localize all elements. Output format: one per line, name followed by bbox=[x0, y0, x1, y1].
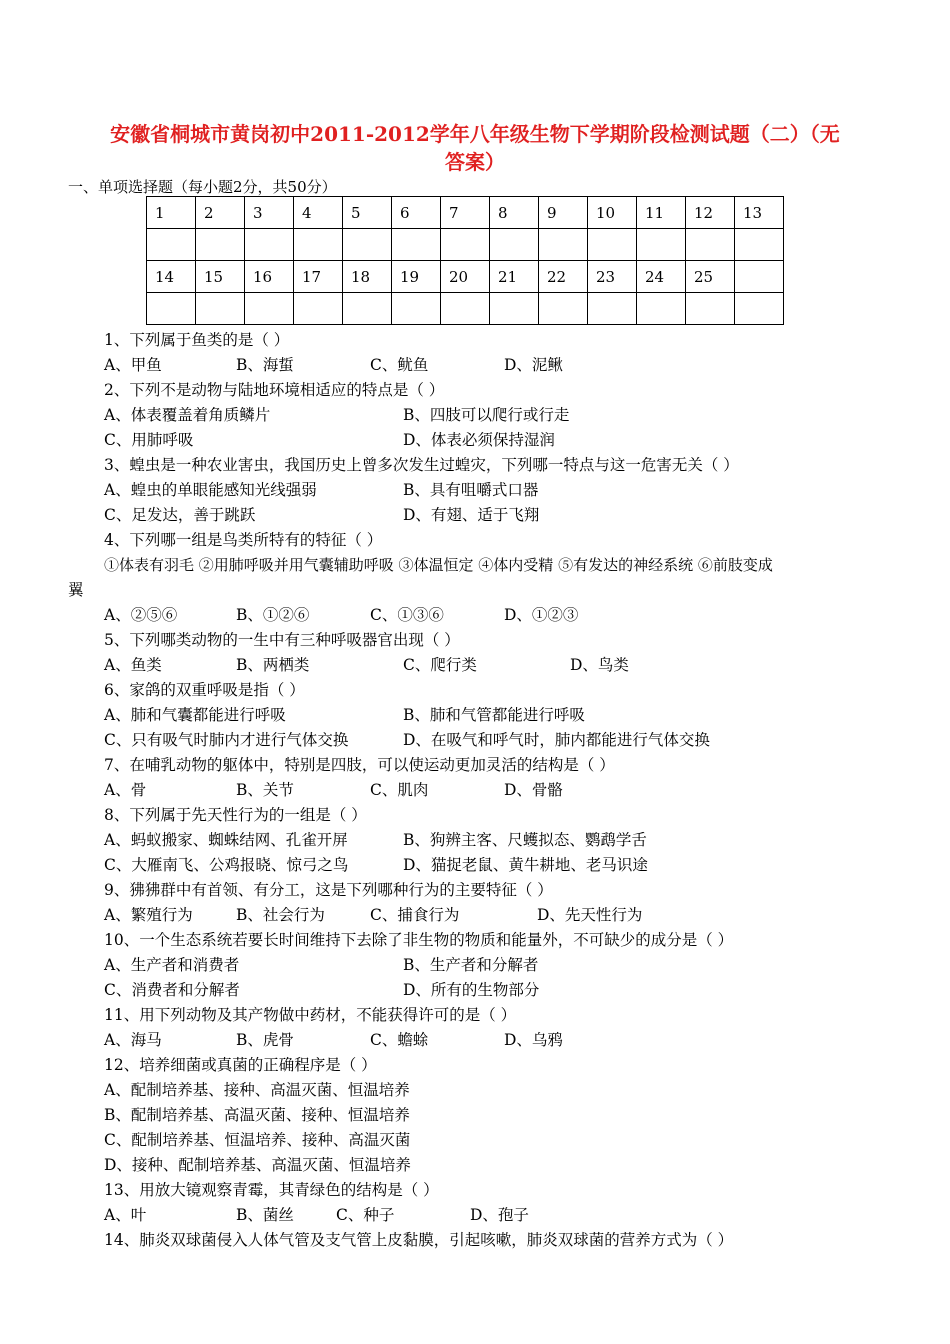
question-stem: 14、肺炎双球菌侵入人体气管及支气管上皮黏膜，引起咳嗽，肺炎双球菌的营养方式为（ ） bbox=[104, 1231, 734, 1249]
option: D、泥鳅 bbox=[504, 356, 563, 374]
answer-number-cell: 25 bbox=[686, 261, 735, 293]
answer-blank-cell[interactable] bbox=[392, 229, 441, 261]
option: D、先天性行为 bbox=[537, 906, 643, 924]
answer-number-row bbox=[147, 261, 784, 293]
option: C、捕食行为 bbox=[370, 906, 460, 924]
option: D、乌鸦 bbox=[504, 1031, 563, 1049]
question-stem: 9、狒狒群中有首领、有分工，这是下列哪种行为的主要特征（ ） bbox=[104, 881, 553, 899]
option: A、繁殖行为 bbox=[104, 906, 193, 924]
question-stem: 10、一个生态系统若要长时间维持下去除了非生物的物质和能量外，不可缺少的成分是（ ） bbox=[104, 931, 734, 949]
option: D、体表必须保持湿润 bbox=[403, 431, 555, 449]
option: C、足发达，善于跳跃 bbox=[104, 506, 256, 524]
answer-number-cell: 16 bbox=[245, 261, 294, 293]
option: A、肺和气囊都能进行呼吸 bbox=[104, 706, 286, 724]
option: C、鱿鱼 bbox=[370, 356, 429, 374]
answer-number-cell: 13 bbox=[735, 197, 784, 229]
question-stem: 1、下列属于鱼类的是（ ） bbox=[104, 331, 290, 349]
option: A、生产者和消费者 bbox=[104, 956, 240, 974]
answer-blank-cell[interactable] bbox=[343, 293, 392, 325]
answer-number-cell: 8 bbox=[490, 197, 539, 229]
option: C、①③⑥ bbox=[370, 606, 444, 624]
answer-number-cell: 17 bbox=[294, 261, 343, 293]
answer-number-cell: 7 bbox=[441, 197, 490, 229]
answer-number-cell: 11 bbox=[637, 197, 686, 229]
answer-number-cell bbox=[735, 261, 784, 293]
question-stem: 6、家鸽的双重呼吸是指（ ） bbox=[104, 681, 305, 699]
option: B、两栖类 bbox=[236, 656, 310, 674]
question-stem: 5、下列哪类动物的一生中有三种呼吸器官出现（ ） bbox=[104, 631, 460, 649]
answer-number-cell: 18 bbox=[343, 261, 392, 293]
option: A、体表覆盖着角质鳞片 bbox=[104, 406, 271, 424]
answer-blank-cell[interactable] bbox=[392, 293, 441, 325]
answer-blank-cell[interactable] bbox=[490, 293, 539, 325]
answer-blank-cell[interactable] bbox=[147, 293, 196, 325]
answer-number-cell: 22 bbox=[539, 261, 588, 293]
option: B、狗辨主客、尺蠖拟态、鹦鹉学舌 bbox=[403, 831, 647, 849]
option: B、肺和气管都能进行呼吸 bbox=[403, 706, 585, 724]
answer-blank-cell[interactable] bbox=[441, 293, 490, 325]
option: D、孢子 bbox=[470, 1206, 529, 1224]
option: A、骨 bbox=[104, 781, 147, 799]
document-title bbox=[60, 120, 890, 176]
option: B、关节 bbox=[236, 781, 294, 799]
option: D、鸟类 bbox=[570, 656, 629, 674]
option: D、有翅、适于飞翔 bbox=[403, 506, 540, 524]
answer-blank-cell[interactable] bbox=[441, 229, 490, 261]
question-stem: 2、下列不是动物与陆地环境相适应的特点是（ ） bbox=[104, 381, 445, 399]
answer-number-cell: 5 bbox=[343, 197, 392, 229]
answer-number-cell: 14 bbox=[147, 261, 196, 293]
answer-number-cell: 9 bbox=[539, 197, 588, 229]
question-stem-continued: ①体表有羽毛 ②用肺呼吸并用气囊辅助呼吸 ③体温恒定 ④体内受精 ⑤有发达的神经系统 ⑥前肢变成 bbox=[104, 556, 773, 574]
answer-blank-cell[interactable] bbox=[588, 293, 637, 325]
option: A、蚂蚁搬家、蜘蛛结网、孔雀开屏 bbox=[104, 831, 348, 849]
question-stem: 8、下列属于先天性行为的一组是（ ） bbox=[104, 806, 367, 824]
question-stem: 7、在哺乳动物的躯体中，特别是四肢，可以使运动更加灵活的结构是（ ） bbox=[104, 756, 615, 774]
answer-number-cell: 21 bbox=[490, 261, 539, 293]
answer-blank-cell[interactable] bbox=[245, 293, 294, 325]
option: C、蟾蜍 bbox=[370, 1031, 429, 1049]
answer-number-cell: 1 bbox=[147, 197, 196, 229]
option: B、具有咀嚼式口器 bbox=[403, 481, 539, 499]
answer-number-cell: 3 bbox=[245, 197, 294, 229]
option: D、猫捉老鼠、黄牛耕地、老马识途 bbox=[403, 856, 648, 874]
option: D、在吸气和呼气时，肺内都能进行气体交换 bbox=[403, 731, 710, 749]
question-stem: 11、用下列动物及其产物做中药材，不能获得许可的是（ ） bbox=[104, 1006, 517, 1024]
option: B、四肢可以爬行或行走 bbox=[403, 406, 570, 424]
answer-blank-cell[interactable] bbox=[637, 293, 686, 325]
option: A、鱼类 bbox=[104, 656, 162, 674]
option: C、用肺呼吸 bbox=[104, 431, 194, 449]
option: B、社会行为 bbox=[236, 906, 325, 924]
option: A、叶 bbox=[104, 1206, 147, 1224]
answer-number-cell: 20 bbox=[441, 261, 490, 293]
answer-blank-row bbox=[147, 229, 784, 261]
answer-blank-row bbox=[147, 293, 784, 325]
answer-blank-cell[interactable] bbox=[735, 293, 784, 325]
answer-table bbox=[146, 196, 784, 325]
answer-number-cell: 10 bbox=[588, 197, 637, 229]
answer-blank-cell[interactable] bbox=[588, 229, 637, 261]
question-stem: 4、下列哪一组是鸟类所特有的特征（ ） bbox=[104, 531, 383, 549]
answer-number-cell: 23 bbox=[588, 261, 637, 293]
question-stem: 12、培养细菌或真菌的正确程序是（ ） bbox=[104, 1056, 377, 1074]
option: C、配制培养基、恒温培养、接种、高温灭菌 bbox=[104, 1131, 411, 1149]
answer-number-cell: 15 bbox=[196, 261, 245, 293]
answer-blank-cell[interactable] bbox=[196, 229, 245, 261]
answer-blank-cell[interactable] bbox=[735, 229, 784, 261]
option: B、生产者和分解者 bbox=[403, 956, 539, 974]
answer-blank-cell[interactable] bbox=[637, 229, 686, 261]
answer-blank-cell[interactable] bbox=[343, 229, 392, 261]
title-line-2: 答案） bbox=[445, 150, 505, 174]
answer-blank-cell[interactable] bbox=[294, 293, 343, 325]
option: C、肌肉 bbox=[370, 781, 429, 799]
option: D、接种、配制培养基、高温灭菌、恒温培养 bbox=[104, 1156, 411, 1174]
question-stem-continued: 翼 bbox=[68, 581, 84, 599]
section-heading: 一、单项选择题（每小题2分，共50分） bbox=[68, 178, 337, 196]
option: A、配制培养基、接种、高温灭菌、恒温培养 bbox=[104, 1081, 410, 1099]
answer-blank-cell[interactable] bbox=[147, 229, 196, 261]
answer-blank-cell[interactable] bbox=[490, 229, 539, 261]
option: B、配制培养基、高温灭菌、接种、恒温培养 bbox=[104, 1106, 410, 1124]
option: B、海蜇 bbox=[236, 356, 294, 374]
option: C、只有吸气时肺内才进行气体交换 bbox=[104, 731, 349, 749]
option: B、菌丝 bbox=[236, 1206, 294, 1224]
answer-number-cell: 24 bbox=[637, 261, 686, 293]
option: C、消费者和分解者 bbox=[104, 981, 240, 999]
question-stem: 13、用放大镜观察青霉，其青绿色的结构是（ ） bbox=[104, 1181, 439, 1199]
answer-number-cell: 12 bbox=[686, 197, 735, 229]
option: C、大雁南飞、公鸡报晓、惊弓之鸟 bbox=[104, 856, 349, 874]
option: A、②⑤⑥ bbox=[104, 606, 178, 624]
answer-blank-cell[interactable] bbox=[686, 293, 735, 325]
answer-number-cell: 6 bbox=[392, 197, 441, 229]
answer-blank-cell[interactable] bbox=[539, 293, 588, 325]
answer-blank-cell[interactable] bbox=[539, 229, 588, 261]
option: D、骨骼 bbox=[504, 781, 563, 799]
option: A、海马 bbox=[104, 1031, 162, 1049]
option: D、所有的生物部分 bbox=[403, 981, 540, 999]
option: C、种子 bbox=[336, 1206, 395, 1224]
option: C、爬行类 bbox=[403, 656, 477, 674]
answer-blank-cell[interactable] bbox=[686, 229, 735, 261]
option: A、甲鱼 bbox=[104, 356, 162, 374]
title-line-1: 安徽省桐城市黄岗初中2011-2012学年八年级生物下学期阶段检测试题（二）（无 bbox=[110, 122, 840, 146]
answer-blank-cell[interactable] bbox=[245, 229, 294, 261]
option: B、①②⑥ bbox=[236, 606, 310, 624]
option: A、蝗虫的单眼能感知光线强弱 bbox=[104, 481, 317, 499]
option: B、虎骨 bbox=[236, 1031, 294, 1049]
answer-number-cell: 19 bbox=[392, 261, 441, 293]
question-stem: 3、蝗虫是一种农业害虫，我国历史上曾多次发生过蝗灾，下列哪一特点与这一危害无关（ ） bbox=[104, 456, 739, 474]
answer-number-row bbox=[147, 197, 784, 229]
option: D、①②③ bbox=[504, 606, 579, 624]
answer-blank-cell[interactable] bbox=[196, 293, 245, 325]
answer-blank-cell[interactable] bbox=[294, 229, 343, 261]
answer-number-cell: 2 bbox=[196, 197, 245, 229]
answer-number-cell: 4 bbox=[294, 197, 343, 229]
